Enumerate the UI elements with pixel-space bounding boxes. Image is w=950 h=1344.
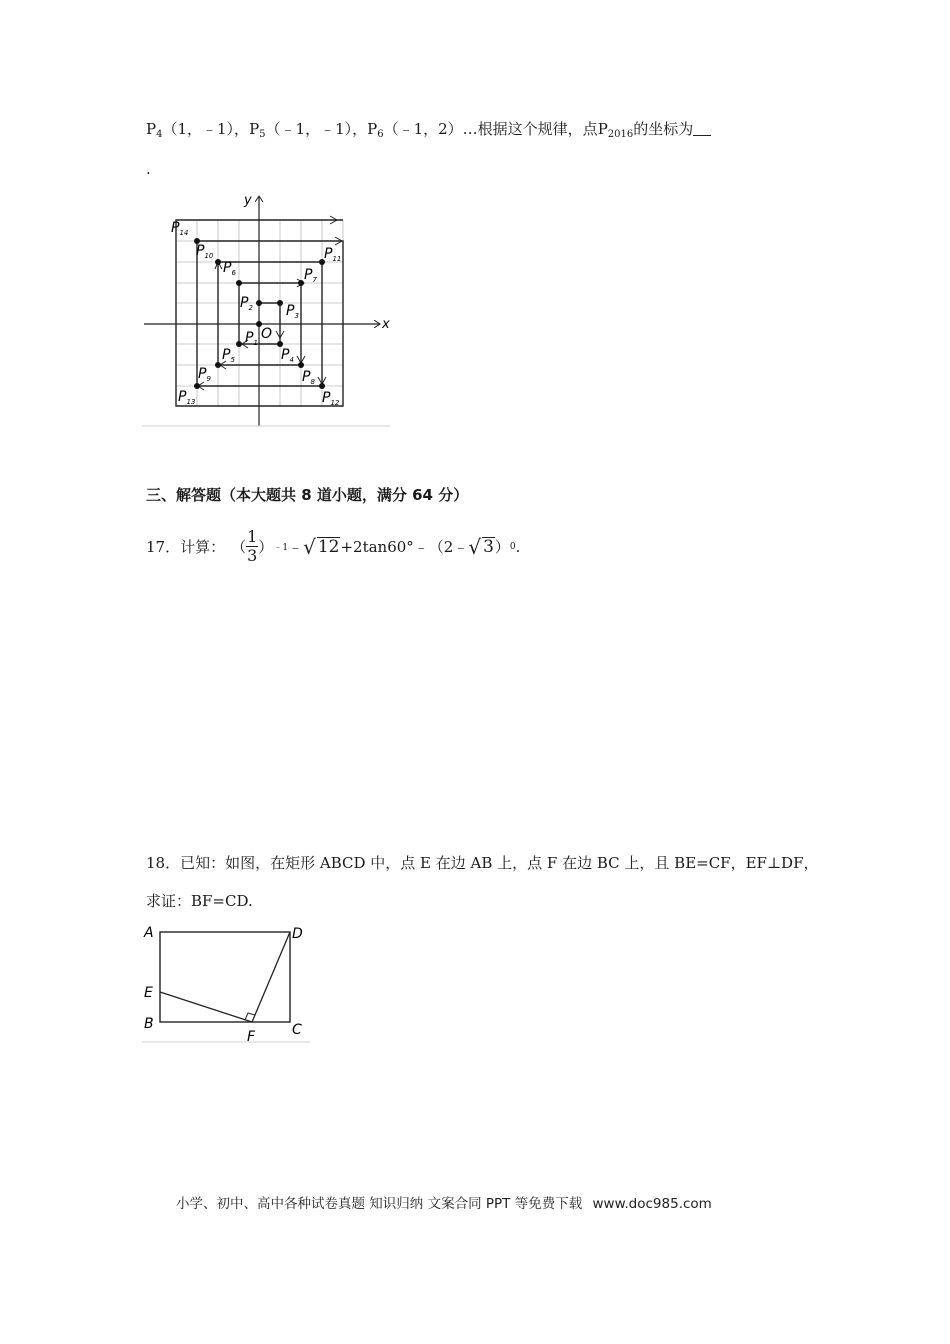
x-axis-label: x: [382, 317, 390, 332]
point-p5-label: P: [249, 120, 260, 138]
point-p4-subscript: 4: [156, 129, 163, 140]
label-p8: $P_8$: [302, 369, 315, 386]
label-p6: $P_6$: [223, 260, 236, 277]
answer-end-mark: .: [146, 160, 151, 178]
target-point-subscript: 2016: [607, 129, 634, 140]
label-p14: $P_{14}$: [171, 220, 189, 237]
label-p12: $P_{12}$: [322, 390, 340, 407]
segment-fd: [252, 932, 290, 1022]
target-point-label: P: [597, 120, 608, 138]
label-p9: $P_9$: [198, 366, 211, 383]
origin-label: O: [261, 326, 273, 342]
label-d: D: [292, 926, 303, 942]
label-p3: $P_3$: [286, 303, 299, 320]
label-f: F: [247, 1029, 256, 1044]
point-p9: [215, 362, 221, 368]
close-paren-2: ）: [494, 538, 510, 556]
point-p6-coords: （﹣1，2）…根据这个规律，点: [383, 120, 598, 138]
fraction-denominator: 3: [247, 546, 258, 565]
point-p10: [215, 259, 221, 265]
answer-blank: [693, 135, 711, 136]
minus-sign: ﹣: [288, 538, 304, 556]
point-p3: [277, 300, 283, 306]
fraction-one-third: [246, 528, 258, 565]
footer: [176, 1192, 712, 1212]
expression-middle: +2tan60°﹣（2﹣: [340, 538, 469, 556]
problem16-text: [146, 118, 711, 140]
label-p2: $P_2$: [240, 295, 253, 312]
label-p10: $P_{10}$: [196, 243, 214, 260]
label-p11: $P_{11}$: [324, 246, 342, 263]
label-b: B: [144, 1016, 154, 1032]
footer-text: 小学、初中、高中各种试卷真题 知识归纳 文案合同 PPT 等免费下载: [176, 1196, 583, 1212]
point-p6-subscript: 6: [377, 129, 384, 140]
point-p5: [236, 341, 242, 347]
label-p4: $P_4$: [281, 347, 294, 364]
point-p6: [236, 280, 242, 286]
point-p5-subscript: 5: [259, 129, 266, 140]
sqrt-12: 12: [317, 537, 340, 557]
problem18-line2: 求证：BF=CD.: [146, 892, 253, 910]
point-p2: [256, 300, 262, 306]
point-p12: [319, 383, 325, 389]
label-p7: $P_7$: [304, 267, 317, 284]
point-p13: [194, 383, 200, 389]
segment-ef: [160, 992, 252, 1022]
label-a: A: [144, 925, 154, 941]
rectangle-figure: [140, 922, 315, 1044]
exponent-zero: 0: [509, 541, 516, 552]
close-paren: ）: [258, 538, 274, 556]
problem17-number: 17．计算：: [146, 538, 226, 556]
section3-title: 三、解答题（本大题共 8 道小题，满分 64 分）: [146, 486, 469, 504]
point-p8: [298, 362, 304, 368]
sqrt-symbol-2: √: [468, 534, 482, 559]
footer-url[interactable]: www.doc985.com: [592, 1196, 712, 1212]
point-p5-coords: （﹣1，﹣1），: [265, 120, 368, 138]
sqrt-symbol: √: [303, 534, 316, 559]
point-p6-label: P: [367, 120, 378, 138]
problem18-line1: 18．已知：如图，在矩形 ABCD 中，点 E 在边 AB 上，点 F 在边 BC 上，且 BE=CF，EF⊥DF，: [146, 854, 819, 872]
open-paren: （: [231, 538, 247, 556]
problem17: [146, 528, 520, 565]
point-p4-coords: （1，﹣1），: [162, 120, 250, 138]
sqrt-3: 3: [483, 537, 494, 557]
label-p5: $P_5$: [222, 347, 235, 364]
label-p1: $P_1$: [245, 330, 258, 347]
spiral-figure: [140, 188, 395, 430]
point-p4-label: P: [146, 120, 157, 138]
exponent-neg-one: ﹣1: [273, 543, 289, 553]
end-period: .: [515, 537, 521, 556]
label-e: E: [144, 985, 153, 1001]
fraction-numerator: 1: [247, 527, 258, 546]
question-tail: 的坐标为: [633, 120, 694, 138]
point-p1: [256, 321, 262, 327]
label-c: C: [292, 1022, 302, 1038]
y-axis-label: y: [244, 193, 252, 208]
label-p13: $P_{13}$: [178, 389, 196, 406]
